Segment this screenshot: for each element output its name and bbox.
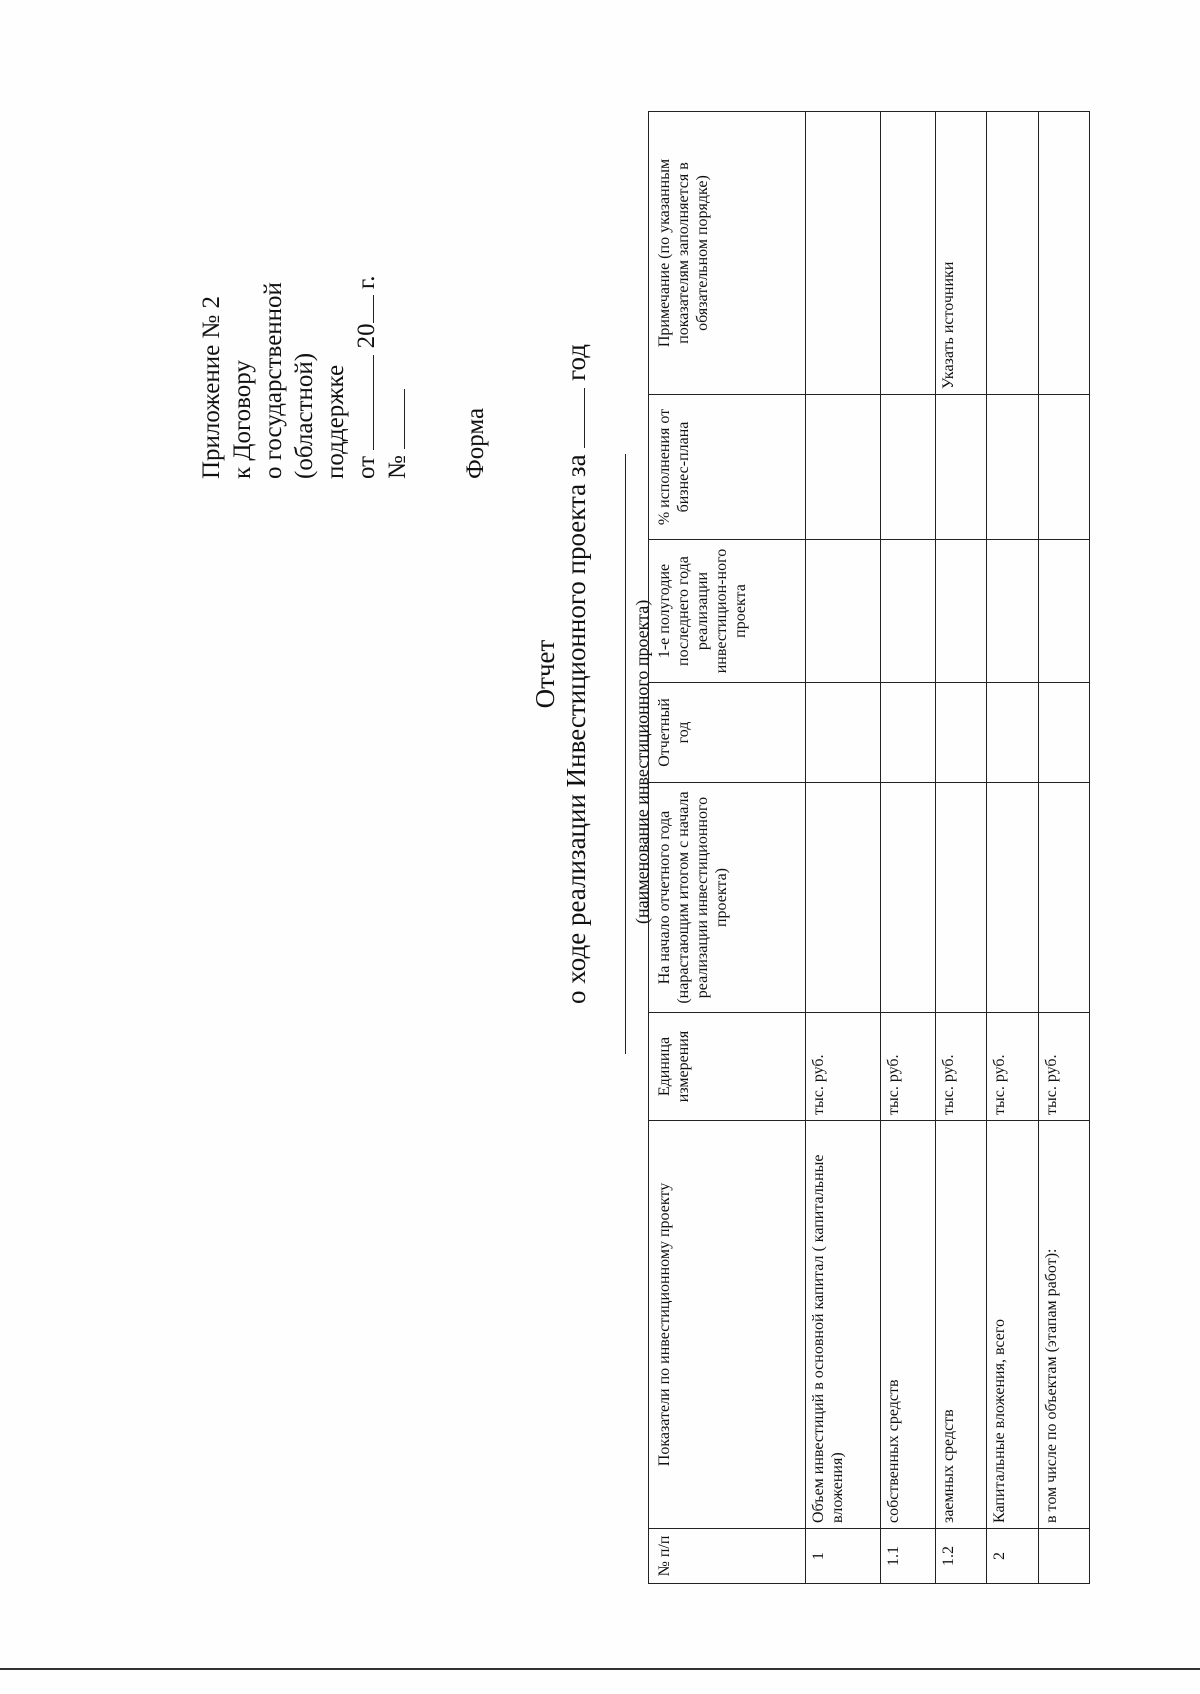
report-title-line2 [561, 174, 592, 1174]
cell-note [1038, 112, 1089, 395]
cell-empty [1038, 540, 1089, 683]
header-num: № п/п [649, 1529, 806, 1584]
appendix-date-line [351, 275, 382, 479]
header-first-half: 1-е полугодие последнего года реализации инвестицион-ного проекта [649, 540, 806, 683]
project-name-caption: (наименование инвестиционного проекта) [632, 599, 652, 924]
year-suffix: г. [353, 275, 380, 290]
cell-empty [936, 783, 987, 1013]
cell-num [1038, 1529, 1089, 1584]
cell-num: 2 [987, 1529, 1038, 1584]
table-row [1038, 112, 1089, 1584]
cell-empty [1038, 783, 1089, 1013]
header-start-of-year: На начало отчетного года (нарастающим итогом с начала реализации инвестиционного проекта) [649, 783, 806, 1013]
appendix-line2: к Договору [229, 360, 256, 479]
cell-indicator: Объем инвестиций в основной капитал ( капитальные вложения) [806, 1121, 881, 1529]
cell-empty [987, 783, 1038, 1013]
date-blank [351, 355, 374, 450]
appendix-block [196, 275, 413, 479]
cell-empty [881, 683, 936, 783]
cell-indicator: в том числе по объектам (этапам работ): [1038, 1121, 1089, 1529]
header-indicator: Показатели по инвестиционному проекту [649, 1121, 806, 1529]
cell-empty [806, 683, 881, 783]
header-report-year: Отчетный год [649, 683, 806, 783]
cell-empty [806, 395, 881, 540]
cell-note [881, 112, 936, 395]
year-blank [351, 295, 374, 323]
date-prefix: от [353, 455, 380, 479]
appendix-line1: Приложение № 2 [198, 295, 225, 479]
cell-empty [1038, 683, 1089, 783]
report-year-blank [562, 388, 585, 448]
cell-indicator: Капитальные вложения, всего [987, 1121, 1038, 1529]
report-table [648, 111, 1090, 1584]
number-prefix: № [384, 455, 411, 479]
cell-empty [1038, 395, 1089, 540]
cell-num: 1.2 [936, 1529, 987, 1584]
table-row [987, 112, 1038, 1584]
cell-empty [881, 540, 936, 683]
appendix-line4: (областной) [291, 352, 318, 479]
number-blank [382, 389, 405, 449]
appendix-number-line [382, 275, 413, 479]
form-label: Форма [462, 407, 489, 479]
cell-indicator: заемных средств [936, 1121, 987, 1529]
appendix-line5: поддержке [322, 364, 349, 479]
cell-empty [936, 540, 987, 683]
cell-empty [987, 395, 1038, 540]
table-row [936, 112, 987, 1584]
page-bottom-rule [0, 1668, 1200, 1670]
table-row [881, 112, 936, 1584]
cell-note [987, 112, 1038, 395]
header-unit: Единица измерения [649, 1013, 806, 1121]
cell-empty [936, 683, 987, 783]
cell-note: Указать источники [936, 112, 987, 395]
cell-unit: тыс. руб. [881, 1013, 936, 1121]
report-title-suffix: год [561, 344, 591, 381]
table-row [806, 112, 881, 1584]
cell-empty [881, 395, 936, 540]
cell-unit: тыс. руб. [936, 1013, 987, 1121]
year-prefix: 20 [353, 323, 380, 349]
cell-empty [806, 783, 881, 1013]
cell-empty [936, 395, 987, 540]
cell-num: 1.1 [881, 1529, 936, 1584]
header-percent: % исполнения от бизнес-плана [649, 395, 806, 540]
cell-empty [881, 783, 936, 1013]
cell-num: 1 [806, 1529, 881, 1584]
cell-unit: тыс. руб. [987, 1013, 1038, 1121]
header-note: Примечание (по указанным показателям заполняется в обязательном порядке) [649, 112, 806, 395]
cell-empty [987, 540, 1038, 683]
table-header-row [649, 112, 806, 1584]
cell-note [806, 112, 881, 395]
project-name-line [625, 454, 626, 1054]
report-title [530, 174, 592, 1174]
report-title-line1: Отчет [530, 639, 560, 709]
report-title-prefix: о ходе реализации Инвестиционного проекта за [561, 454, 591, 1004]
cell-unit: тыс. руб. [806, 1013, 881, 1121]
appendix-line3: о государственной [260, 282, 287, 479]
cell-indicator: собственных средств [881, 1121, 936, 1529]
cell-unit: тыс. руб. [1038, 1013, 1089, 1121]
cell-empty [806, 540, 881, 683]
cell-empty [987, 683, 1038, 783]
